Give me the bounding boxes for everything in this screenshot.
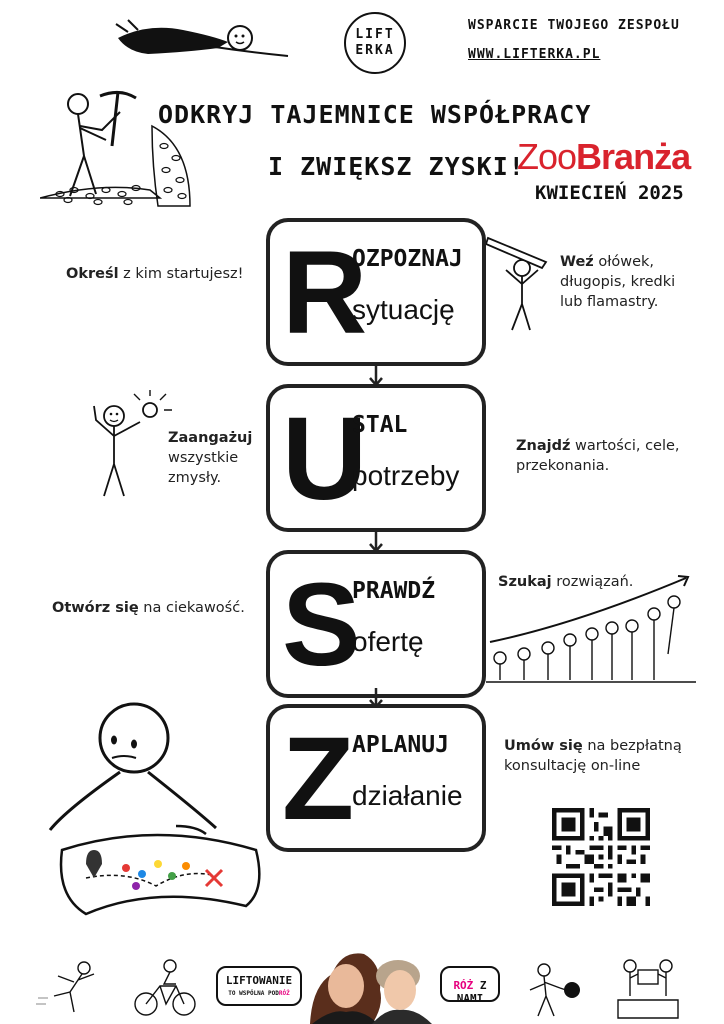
note-bold: Weź xyxy=(560,254,594,270)
logo-line1: LIFT xyxy=(355,27,395,42)
bubble-title: LIFTOWANIE xyxy=(225,974,293,987)
zoobranza-logo xyxy=(517,136,690,178)
brand-part2: Branża xyxy=(576,136,691,177)
note-text: na ciekawość. xyxy=(138,600,245,616)
step-box-sprawdz xyxy=(266,550,486,698)
note-bold: Szukaj xyxy=(498,574,552,590)
step-box-rozpoznaj xyxy=(266,218,486,366)
growth-chart-icon xyxy=(486,574,696,686)
note-bold: Znajdź xyxy=(516,438,571,454)
step-letter: U xyxy=(282,393,368,525)
bubble-sub-accent: RÓŻ xyxy=(278,990,290,997)
note-text: wszystkie zmysły. xyxy=(168,450,239,486)
note-okresl xyxy=(66,264,243,284)
step-word1: PRAWDŹ xyxy=(352,578,436,604)
step-letter: R xyxy=(282,227,368,359)
footer-podium-icon xyxy=(612,956,684,1020)
note-bold: Określ xyxy=(66,266,119,282)
note-bold: Umów się xyxy=(504,738,583,754)
map-figure-icon xyxy=(46,700,276,938)
lightbulb-figure-icon xyxy=(88,386,174,500)
note-bold: Otwórz się xyxy=(52,600,139,616)
note-text: na bezpłatną konsultację on-line xyxy=(504,738,682,774)
note-wez xyxy=(560,252,700,312)
note-text: wartości, cele, przekonania. xyxy=(516,438,680,474)
note-otworz xyxy=(52,598,245,618)
footer-chain-figure-icon xyxy=(520,960,590,1020)
bubble-accent: RÓŻ xyxy=(453,979,474,992)
step-letter: Z xyxy=(282,713,355,845)
footer-runner-icon xyxy=(34,958,104,1018)
step-word2: sytuację xyxy=(352,294,455,325)
lifterka-logo xyxy=(344,12,406,74)
step-letter: S xyxy=(282,559,361,691)
qr-code-icon[interactable] xyxy=(552,808,650,906)
portrait-photos xyxy=(302,946,432,1024)
footer-bubble-roz xyxy=(440,966,500,1005)
logo-line2: ERKA xyxy=(355,43,395,58)
tagline: WSPARCIE TWOJEGO ZESPOŁU xyxy=(468,18,680,33)
footer-bubble-liftowanie xyxy=(216,966,302,1006)
superhero-figure-icon xyxy=(108,18,298,68)
step-word2: ofertę xyxy=(352,626,424,657)
headline-line2: I ZWIĘKSZ ZYSKI! xyxy=(268,152,525,181)
note-text: rozwiązań. xyxy=(551,574,634,590)
bubble-sub: TO WSPÓLNA POD xyxy=(228,990,279,997)
step-box-zaplanuj xyxy=(266,704,486,852)
step-word2: działanie xyxy=(352,780,463,811)
step-word1: APLANUJ xyxy=(352,732,449,758)
note-znajdz xyxy=(516,436,696,476)
pencil-figure-icon xyxy=(486,234,556,332)
footer-cyclist-icon xyxy=(130,958,200,1018)
step-word1: STAL xyxy=(352,412,408,438)
note-text: ołówek, długopis, kredki lub flamastry. xyxy=(560,254,676,310)
step-word2: potrzeby xyxy=(352,460,460,491)
event-date: KWIECIEŃ 2025 xyxy=(535,182,684,204)
headline-line1: ODKRYJ TAJEMNICE WSPÓŁPRACY xyxy=(158,100,592,129)
step-word1: OZPOZNAJ xyxy=(352,246,463,272)
note-zaangazuj xyxy=(168,428,258,488)
header-info xyxy=(468,18,680,62)
step-box-ustal xyxy=(266,384,486,532)
note-bold: Zaangażuj xyxy=(168,430,253,446)
note-text: z kim startujesz! xyxy=(118,266,244,282)
bubble-text: Z NAMI xyxy=(456,979,487,1005)
note-umow xyxy=(504,736,704,776)
brand-part1: Zoo xyxy=(517,136,577,177)
website-link[interactable]: WWW.LIFTERKA.PL xyxy=(468,47,601,62)
